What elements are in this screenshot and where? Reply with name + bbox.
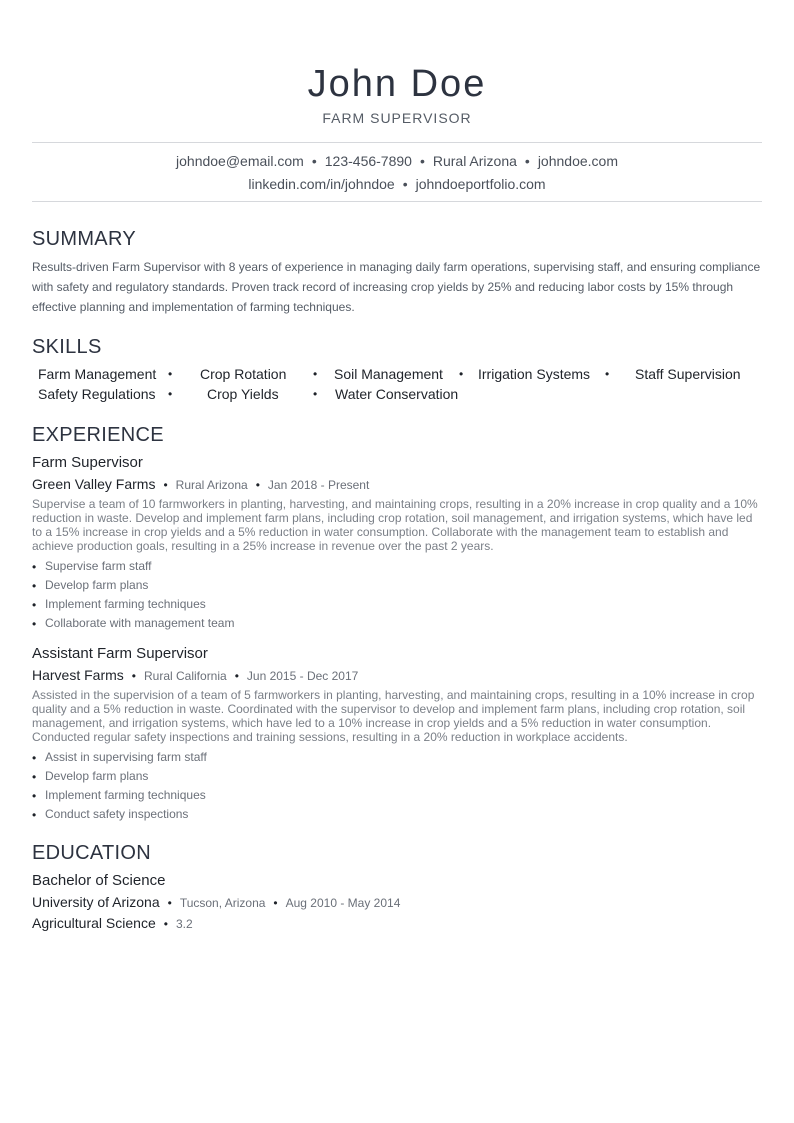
list-item [32,576,762,595]
skill-item: Safety Regulations [38,386,156,402]
separator-dot: • [273,896,278,910]
job-role: Assistant Farm Supervisor [32,645,208,662]
skill-item: Irrigation Systems [478,366,591,382]
separator-dot: • [234,669,239,683]
separator-dot: • [419,153,425,169]
job-dates: Jun 2015 - Dec 2017 [246,669,359,683]
separator-dot: • [167,896,172,910]
bullet-icon: • [32,808,37,822]
summary-heading: SUMMARY [32,228,136,250]
job-location: Rural California [144,669,227,683]
experience-entry [32,644,762,824]
job-dates: Jan 2018 - Present [267,478,370,492]
separator-dot: • [255,478,260,492]
job-location: Rural Arizona [175,478,248,492]
bullet-text: Implement farming techniques [45,788,206,802]
contact-line-2 [32,175,762,193]
bullet-text: Supervise farm staff [45,559,152,573]
job-bullets [32,557,762,633]
education-school: University of Arizona [32,894,160,910]
list-item [32,805,762,824]
skill-item: Staff Supervision [635,366,741,382]
skill-item: Water Conservation [335,386,459,402]
separator-dot: • [131,669,136,683]
bullet-icon: • [32,751,37,765]
job-meta [32,664,762,687]
bullet-icon: • [32,789,37,803]
skills-list [32,364,762,404]
summary-text: Results-driven Farm Supervisor with 8 years of experience in managing daily farm operations, supervising staff, and ensuring compliance with safety and regulatory standards. Proven track record of increasing crop yields by 25% and reducing labor costs by 15% through effective planning and implementation of farming techniques. [32,260,761,314]
list-item [32,786,762,805]
skill-item: Crop Yields [207,386,279,402]
skills-row [32,384,762,404]
job-meta [32,473,762,496]
education-gpa: 3.2 [175,917,193,931]
contact-portfolio[interactable]: johndoeportfolio.com [415,176,546,192]
experience-entry [32,453,762,633]
education-meta [32,891,762,914]
list-item [32,748,762,767]
education-heading: EDUCATION [32,842,151,864]
contact-website[interactable]: johndoe.com [537,153,618,169]
separator-dot: • [311,153,317,169]
skill-item: Farm Management [38,366,157,382]
job-description: Supervise a team of 10 farmworkers in planting, harvesting, and maintaining crops, resulting in a 20% increase in crop quality and a 10% reduction in waste. Develop and implement farm plans, including crop rotation, soil management, and irrigation systems, which have led to a 15% increase in crop yields and a 5% reduction in water consumption. Collaborate with the management team to establish and achieve production goals, resulting in a 25% increase in revenue over the past 2 years. [32,497,758,553]
contact-line-1 [32,152,762,170]
education-entry [32,871,762,933]
bullet-text: Collaborate with management team [45,616,235,630]
separator-dot: • [168,387,173,401]
bullet-text: Implement farming techniques [45,597,206,611]
separator-dot: • [313,367,318,381]
separator-dot: • [168,367,173,381]
bullet-icon: • [32,560,37,574]
separator-dot: • [524,153,530,169]
contact-location: Rural Arizona [432,153,517,169]
separator-dot: • [402,176,408,192]
separator-dot: • [459,367,464,381]
job-company: Harvest Farms [32,667,124,683]
bullet-text: Develop farm plans [45,769,149,783]
job-description: Assisted in the supervision of a team of 5 farmworkers in planting, harvesting, and maintaining crops, resulting in a 10% increase in crop quality and a 5% reduction in waste. Coordinated with the supervisor to develop and implement farm plans, including crop rotation, soil management, and irrigation systems, which have led to a 10% increase in crop yields and a 5% reduction in water consumption. Conducted regular safety inspections and training sessions, resulting in a 20% reduction in workplace accidents. [32,688,755,744]
bullet-icon: • [32,579,37,593]
contact-email[interactable]: johndoe@email.com [176,153,304,169]
job-role: Farm Supervisor [32,454,143,471]
candidate-title: FARM SUPERVISOR [322,110,472,126]
job-bullets [32,748,762,824]
bullet-icon: • [32,617,37,631]
separator-dot: • [605,367,610,381]
bullet-icon: • [32,598,37,612]
education-field-row [32,914,762,933]
candidate-name: John Doe [307,63,487,105]
list-item [32,595,762,614]
education-degree: Bachelor of Science [32,872,166,889]
separator-dot: • [313,387,318,401]
divider-bottom [32,201,762,202]
skills-row [32,364,762,384]
education-location: Tucson, Arizona [179,896,266,910]
list-item [32,557,762,576]
experience-heading: EXPERIENCE [32,424,164,446]
skill-item: Crop Rotation [200,366,287,382]
bullet-text: Develop farm plans [45,578,149,592]
job-company: Green Valley Farms [32,476,156,492]
education-dates: Aug 2010 - May 2014 [285,896,401,910]
contact-phone[interactable]: 123-456-7890 [324,153,412,169]
contact-linkedin[interactable]: linkedin.com/in/johndoe [248,176,395,192]
bullet-text: Assist in supervising farm staff [45,750,207,764]
skills-heading: SKILLS [32,336,102,358]
divider-top [32,142,762,143]
separator-dot: • [163,478,168,492]
bullet-text: Conduct safety inspections [45,807,189,821]
separator-dot: • [163,917,168,931]
list-item [32,614,762,633]
list-item [32,767,762,786]
bullet-icon: • [32,770,37,784]
skill-item: Soil Management [334,366,443,382]
education-field: Agricultural Science [32,915,156,931]
